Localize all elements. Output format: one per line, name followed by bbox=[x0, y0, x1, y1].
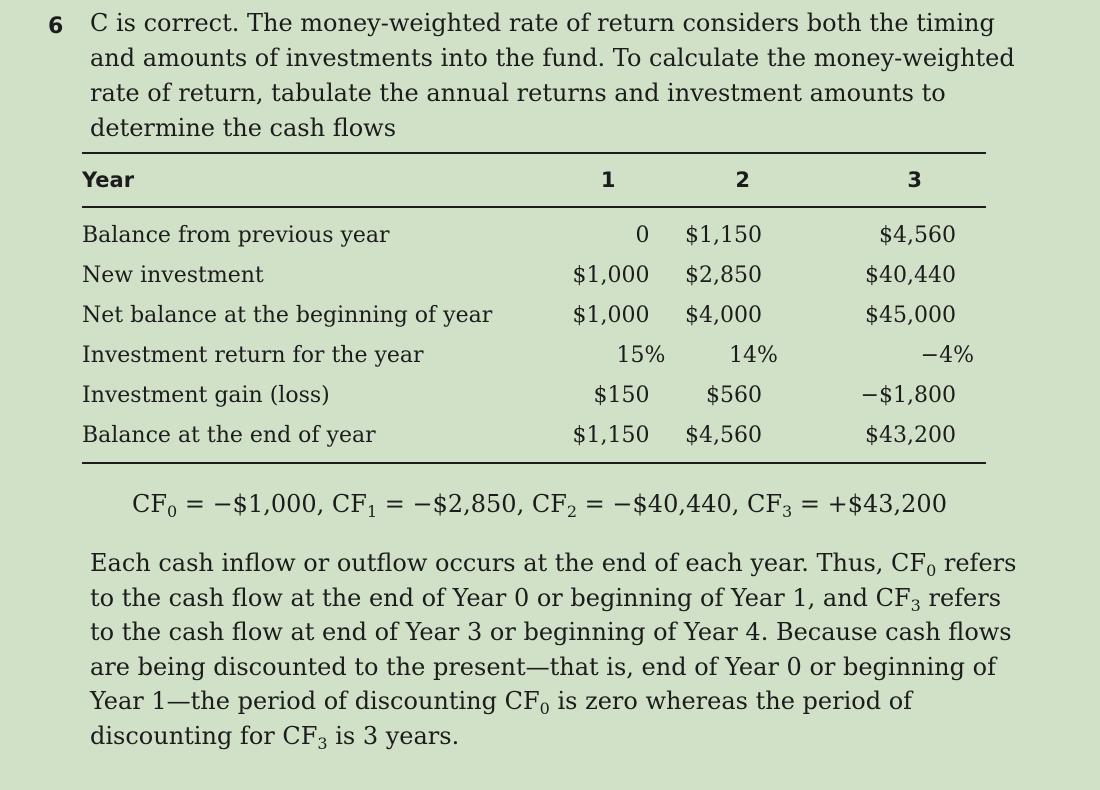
cf2-label: CF bbox=[531, 490, 567, 518]
header-year-3: 3 bbox=[810, 153, 986, 207]
cell-year-3: −4% bbox=[920, 343, 974, 368]
cf0-subscript: 0 bbox=[167, 502, 178, 521]
question-number: 6 bbox=[48, 14, 64, 39]
cell-year-3: $4,560 bbox=[879, 223, 956, 248]
cell-year-1: $1,000 bbox=[572, 263, 650, 288]
cf3-subscript: 3 bbox=[782, 502, 793, 521]
header-year-1: 1 bbox=[527, 153, 649, 207]
row-label: Investment gain (loss) bbox=[82, 383, 330, 408]
cell-year-1: 15% bbox=[616, 343, 666, 368]
cell-year-2: $4,560 bbox=[649, 416, 810, 463]
cell-year-2: $560 bbox=[705, 383, 762, 408]
row-label: Balance from previous year bbox=[82, 223, 390, 248]
subscript: 3 bbox=[317, 733, 328, 753]
table-row bbox=[82, 336, 986, 376]
cell-year-2: $2,850 bbox=[684, 263, 762, 288]
paragraph-text: is zero whereas the period of discounting for CF bbox=[90, 687, 913, 750]
intro-paragraph: C is correct. The money-weighted rate of return considers both the timing and amounts of investments into the fund. To calculate the money-weighted rate of return, tabulate the annual returns and investment amounts to determine the cash flows bbox=[90, 9, 1015, 142]
row-label: New investment bbox=[82, 263, 264, 288]
cf3-label: CF bbox=[747, 490, 783, 518]
table-row bbox=[82, 376, 986, 416]
table-row bbox=[82, 256, 986, 296]
cf0-label: CF bbox=[132, 490, 168, 518]
cell-year-3: $43,200 bbox=[810, 416, 986, 463]
cf3-value: = +$43,200 bbox=[792, 490, 947, 518]
header-year-2: 2 bbox=[649, 153, 810, 207]
table-row bbox=[82, 207, 986, 256]
paragraph-text: is 3 years. bbox=[327, 721, 460, 750]
table-row bbox=[82, 296, 986, 336]
cash-flow-formula bbox=[132, 486, 947, 522]
subscript: 0 bbox=[926, 561, 937, 580]
cell-year-1: $150 bbox=[593, 383, 650, 408]
cell-year-1: 0 bbox=[635, 223, 650, 248]
cell-year-3: −$1,800 bbox=[860, 383, 956, 408]
cf1-subscript: 1 bbox=[366, 502, 378, 521]
subscript: 0 bbox=[539, 699, 550, 718]
cell-year-2: $4,000 bbox=[684, 303, 762, 328]
cf2-value: = −$40,440, bbox=[577, 490, 748, 518]
table-header-row bbox=[82, 153, 986, 207]
explanation-paragraph bbox=[90, 546, 1030, 753]
cf1-value: = −$2,850, bbox=[377, 490, 532, 518]
cash-flow-table bbox=[82, 152, 986, 464]
cf0-value: = −$1,000, bbox=[177, 490, 332, 518]
cell-year-1: $1,150 bbox=[527, 416, 649, 463]
paragraph-text: Each cash inflow or outflow occurs at the end of each year. Thus, CF bbox=[90, 549, 927, 577]
cell-year-3: $45,000 bbox=[865, 303, 956, 328]
cell-year-3: $40,440 bbox=[865, 263, 956, 288]
subscript: 3 bbox=[910, 595, 921, 615]
cell-year-2: $1,150 bbox=[684, 223, 762, 248]
cf1-label: CF bbox=[331, 490, 367, 518]
paragraph-text: refers to the cash flow at the end of Year 0 or beginning of Year 1, and CF bbox=[90, 549, 1017, 612]
row-label: Net balance at the beginning of year bbox=[82, 303, 493, 328]
cf2-subscript: 2 bbox=[566, 502, 578, 521]
paragraph-text: refers to the cash flow at end of Year 3 or beginning of Year 4. Because cash flows are being discounted to the present—that is, end of Year 0 or beginning of Year 1—the period of discounting CF bbox=[90, 583, 1012, 715]
row-label: Balance at the end of year bbox=[82, 416, 527, 463]
header-year: Year bbox=[82, 153, 527, 207]
cell-year-1: $1,000 bbox=[572, 303, 650, 328]
row-label: Investment return for the year bbox=[82, 343, 424, 368]
cell-year-2: 14% bbox=[729, 343, 778, 368]
table-row bbox=[82, 416, 986, 463]
